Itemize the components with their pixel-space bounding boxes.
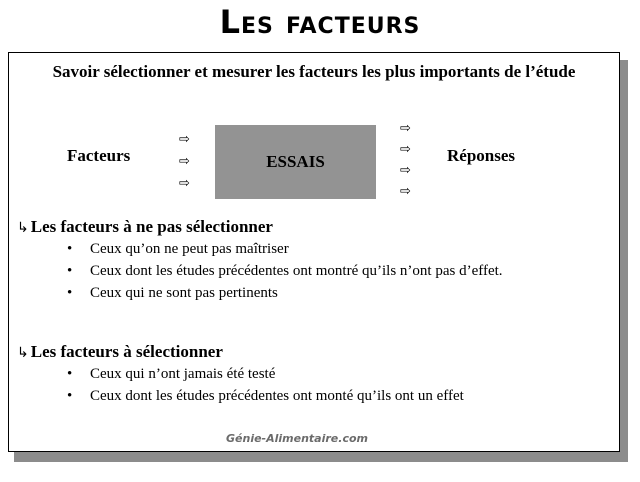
list-item: • Ceux dont les études précédentes ont montré qu’ils n’ont pas d’effet. [67, 260, 503, 282]
content-frame [8, 52, 620, 452]
subtitle: Savoir sélectionner et mesurer les facteurs les plus importants de l’étude [52, 62, 576, 81]
essais-box [215, 125, 376, 199]
selected-list [67, 363, 464, 407]
essais-label: ESSAIS [266, 152, 325, 171]
input-arrow-icon: ⇨ [179, 132, 190, 147]
not-selected-list [67, 238, 503, 304]
output-arrow-icon: ⇨ [400, 121, 411, 136]
facteurs-label: Facteurs [67, 146, 131, 165]
output-arrow-icon: ⇨ [400, 163, 411, 178]
slide-title: Les facteurs [219, 3, 421, 41]
input-arrow-icon: ⇨ [179, 154, 190, 169]
section-heading-selected [17, 342, 223, 362]
section-heading-not-selected [17, 217, 273, 237]
reponses-label: Réponses [447, 146, 516, 165]
hand-pointing-arrow-icon: ↳ [17, 345, 29, 361]
output-arrow-icon: ⇨ [400, 184, 411, 199]
footer-watermark: Génie-Alimentaire.com [226, 432, 368, 445]
section-heading-text: Les facteurs à sélectionner [30, 342, 223, 361]
list-item: • Ceux qu’on ne peut pas maîtriser [67, 238, 503, 260]
output-arrow-icon: ⇨ [400, 142, 411, 157]
input-arrow-icon: ⇨ [179, 176, 190, 191]
section-heading-text: Les facteurs à ne pas sélectionner [30, 217, 273, 236]
list-item: • Ceux qui n’ont jamais été testé [67, 363, 464, 385]
hand-pointing-arrow-icon: ↳ [17, 220, 29, 236]
list-item: • Ceux dont les études précédentes ont monté qu’ils ont un effet [67, 385, 464, 407]
list-item: • Ceux qui ne sont pas pertinents [67, 282, 503, 304]
